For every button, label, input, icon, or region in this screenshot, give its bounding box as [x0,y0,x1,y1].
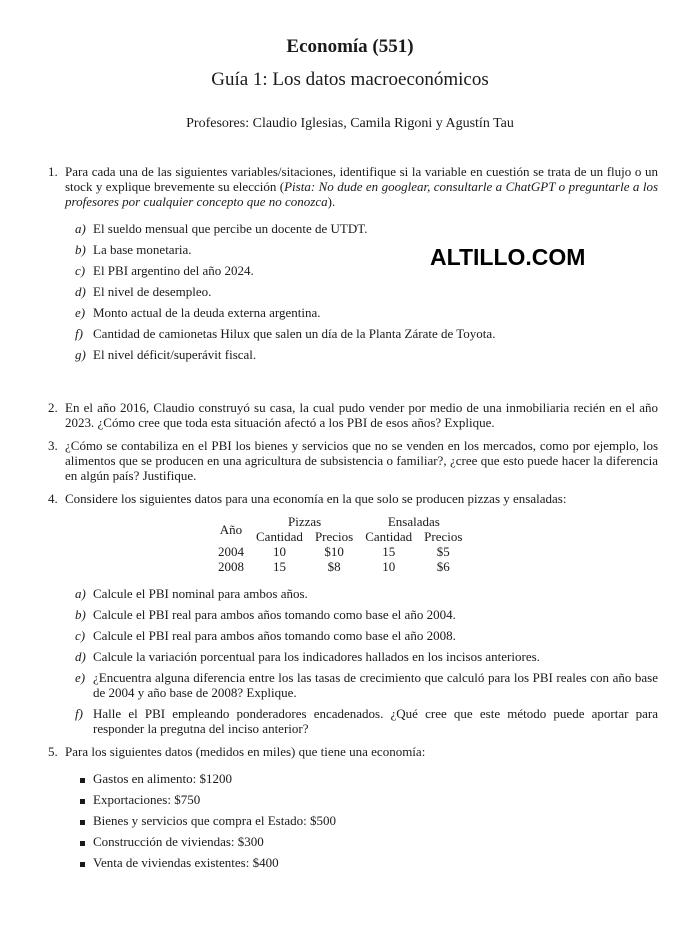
bullet-item [80,771,700,786]
cell: 15 [382,544,396,559]
question-number: 3. [48,438,58,453]
sub-item [75,706,658,736]
sub-item-label: a) [75,221,86,236]
cell: 2008 [218,559,244,574]
sub-item [75,628,658,643]
sub-item-text: Calcule el PBI nominal para ambos años. [93,586,308,601]
sub-item-label: c) [75,628,86,643]
sub-item-text: El sueldo mensual que percibe un docente de UTDT. [93,221,368,236]
question-text: Para los siguientes datos (medidos en miles) que tiene una economía: [65,744,426,759]
cell: $8 [327,559,341,574]
bullet-text: Gastos en alimento: $1200 [93,771,233,786]
sub-item-label: g) [75,347,86,362]
col-header: Cantidad [256,529,303,544]
question-4 [48,491,658,506]
sub-item-list [0,586,700,736]
sub-item-label: c) [75,263,86,278]
guide-subtitle: Guía 1: Los datos macroeconómicos [211,69,489,90]
bullet-item [80,834,700,849]
sub-item-text: El nivel de desempleo. [93,284,212,299]
sub-item [75,607,658,622]
cell: $5 [436,544,450,559]
cell: 2004 [218,544,244,559]
sub-item-text: ¿Encuentra alguna diferencia entre los las tasas de crecimiento que calculó para los PBI reales con año base de 2004 y año base de 2008? Explique. [93,670,658,700]
question-number: 4. [48,491,58,506]
hint: Pista: No dude en googlear, consultarle a ChatGPT o preguntarle a los profesores por cualquier concepto que no conozca [65,179,659,209]
sub-item [75,221,658,236]
group-header: Ensaladas [387,514,440,529]
bullet-list [0,771,700,870]
sub-item-text: Monto actual de la deuda externa argentina. [93,305,321,320]
sub-item [75,242,658,257]
question-number: 5. [48,744,58,759]
question-text: En el año 2016, Claudio construyó su casa, la cual pudo vender por medio de una inmobiliaria recién en el año 2023. ¿Cómo cree que toda esta situación afectó a los PBI de esos años? Explique. [65,400,658,430]
sub-item-label: d) [75,649,86,664]
bullet-icon [80,799,85,804]
table-row [212,544,468,559]
bullet-icon [80,862,85,867]
sub-item [75,326,658,341]
sub-item [75,670,658,700]
sub-item-label: a) [75,586,86,601]
question-text: Considere los siguientes datos para una economía en la que solo se producen pizzas y ensaladas: [65,491,567,506]
question-number: 2. [48,400,58,415]
sub-item [75,649,658,664]
cell: 10 [382,559,396,574]
cell: $10 [324,544,344,559]
sub-item-text: Calcule el PBI real para ambos años tomando como base el año 2004. [93,607,456,622]
question-1 [48,164,658,209]
bullet-text: Venta de viviendas existentes: $400 [93,855,279,870]
bullet-item [80,792,700,807]
cell: 10 [272,544,286,559]
sub-item-text: Halle el PBI empleando ponderadores encadenados. ¿Qué cree que este método puede aportar para responder la pregutna del inciso anterior? [93,706,658,736]
bullet-icon [80,778,85,783]
question-3 [48,438,658,483]
sub-item-text: Cantidad de camionetas Hilux que salen un día de la Planta Zárate de Toyota. [93,326,496,341]
sub-item-label: b) [75,607,86,622]
professors: Profesores: Claudio Iglesias, Camila Rigoni y Agustín Tau [186,116,514,131]
sub-item-text: La base monetaria. [93,242,192,257]
sub-item-label: f) [75,326,83,341]
sub-item [75,284,658,299]
sub-item-text: Calcule la variación porcentual para los indicadores hallados en los incisos anteriores. [93,649,540,664]
sub-item-text: Calcule el PBI real para ambos años tomando como base el año 2008. [93,628,456,643]
bullet-text: Construcción de viviendas: $300 [93,834,264,849]
bullet-item [80,813,700,828]
sub-item [75,586,658,601]
sub-item-label: d) [75,284,86,299]
sub-item-list [0,221,700,362]
year-header: Año [219,521,243,537]
bullet-item [80,855,700,870]
col-header: Cantidad [365,529,413,544]
question-number: 1. [48,164,58,179]
sub-item-label: e) [75,305,86,320]
col-header: Precios [314,529,354,544]
course-title: Economía (551) [286,36,414,57]
question-text: Para cada una de las siguientes variables/sitaciones, identifique si la variable en cuestión se trata de un flujo o un stock y explique brevemente su elección ( [65,164,658,194]
sub-item-text: El PBI argentino del año 2024. [93,263,254,278]
bullet-icon [80,841,85,846]
question-5 [48,744,658,759]
group-header: Pizzas [288,514,322,529]
sub-item-text: El nivel déficit/superávit fiscal. [93,347,257,362]
data-table [212,514,468,574]
question-text: ¿Cómo se contabiliza en el PBI los bienes y servicios que no se venden en los mercados, como por ejemplo, los alimentos que se producen en una agricultura de subsistencia o familiar?, ¿cree que esto puede hacer la diferencia en algún país? Justifique. [65,438,658,483]
sub-item [75,305,658,320]
sub-item-label: f) [75,706,83,721]
cell: $6 [436,559,450,574]
question-text-end: ). [327,194,336,209]
bullet-text: Exportaciones: $750 [93,792,201,807]
sub-item [75,263,658,278]
sub-item-label: b) [75,242,86,257]
question-2 [48,400,658,430]
col-header: Precios [424,529,463,544]
bullet-text: Bienes y servicios que compra el Estado: $500 [93,813,336,828]
cell: 15 [272,559,286,574]
sub-item-label: e) [75,670,86,685]
bullet-icon [80,820,85,825]
table-row [212,559,468,574]
sub-item [75,347,658,362]
watermark: ALTILLO.COM [430,244,586,270]
